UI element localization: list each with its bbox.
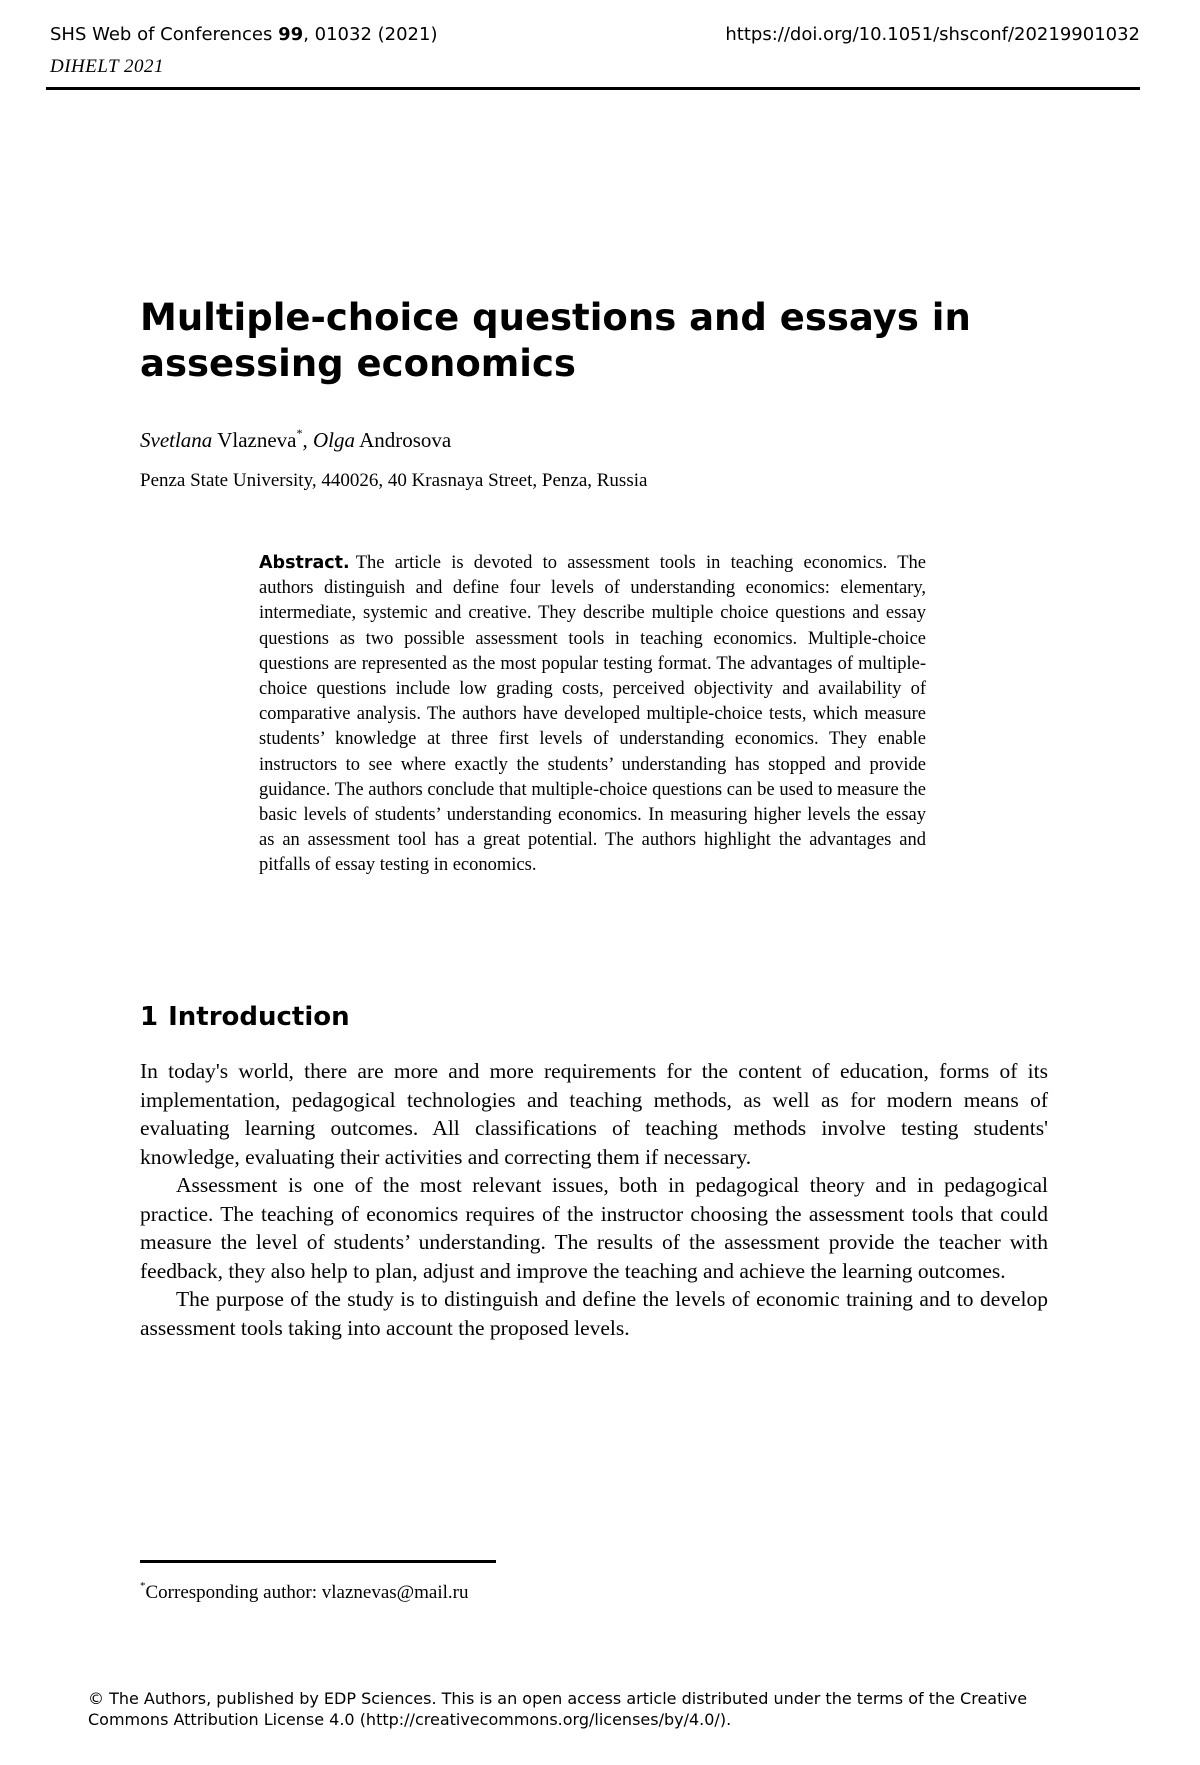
section-number: 1 [140,1002,159,1032]
journal-name: SHS Web of Conferences [50,24,273,45]
license-notice [88,1688,1108,1730]
section-heading [140,1002,350,1032]
paragraph: Assessment is one of the most relevant issues, both in pedagogical theory and in pedagogical practice. The teaching of economics requires of the instructor choosing the assessment tools that could measure the level of students’ understanding. The results of the assessment provide the teacher with feedback, they also help to plan, adjust and improve the teaching and achieve the learning outcomes. [140,1173,1048,1283]
abstract [259,551,926,879]
conference-name: DIHELT 2021 [50,56,165,77]
abstract-label: Abstract. [259,553,350,573]
journal-citation [50,24,437,45]
license-line-link[interactable]: Commons Attribution License 4.0 (http://creativecommons.org/licenses/by/4.0/). [88,1710,732,1729]
footnote-text: Corresponding author: vlaznevas@mail.ru [145,1582,469,1603]
footnote-mark: * [140,1580,146,1592]
paragraph: In today's world, there are more and more requirements for the content of education, forms of its implementation, pedagogical technologies and teaching methods, as well as for modern means of evaluating learning outcomes. All classifications of teaching methods involve testing students' knowledge, evaluating their activities and correcting them if necessary. [140,1059,1048,1169]
footnote-divider [140,1560,496,1563]
journal-volume: 99 [278,24,304,45]
affiliation: Penza State University, 440026, 40 Krasnaya Street, Penza, Russia [140,470,648,491]
author-family-name: Androsova [359,428,452,452]
paragraph: The purpose of the study is to distinguish and define the levels of economic training and to develop assessment tools taking into account the proposed levels. [140,1287,1048,1340]
section-title: Introduction [168,1002,350,1032]
paper-title: Multiple-choice questions and essays in assessing economics [140,296,971,385]
author-family-name: Vlazneva [217,428,297,452]
author-list [140,426,451,453]
license-line: © The Authors, published by EDP Sciences. This is an open access article distributed under the terms of the Creative [88,1689,1028,1708]
header-divider [46,87,1140,90]
corresponding-author-mark[interactable]: * [296,426,303,440]
doi-link[interactable]: https://doi.org/10.1051/shsconf/20219901032 [725,24,1140,45]
author-given-name: Svetlana [140,428,213,452]
introduction-body [140,1057,1048,1342]
footnote [140,1580,469,1604]
abstract-text: The article is devoted to assessment tools in teaching economics. The authors distinguish and define four levels of understanding economics: elementary, intermediate, systemic and creative. They describe multiple choice questions and essay questions as two possible assessment tools in teaching economics. Multiple-choice questions are represented as the most popular testing format. The advantages of multiple-choice questions include low grading costs, perceived objectivity and availability of comparative analysis. The authors have developed multiple-choice tests, which measure students’ knowledge at three first levels of understanding economics. They enable instructors to see where exactly the students’ understanding has stopped and provide guidance. The authors conclude that multiple-choice questions can be used to measure the basic levels of students’ understanding economics. In measuring higher levels the essay as an assessment tool has a great potential. The authors highlight the advantages and pitfalls of essay testing in economics. [259,553,926,876]
author-separator: , [302,428,313,452]
article-reference: , 01032 (2021) [303,24,438,45]
author-given-name: Olga [312,428,355,452]
